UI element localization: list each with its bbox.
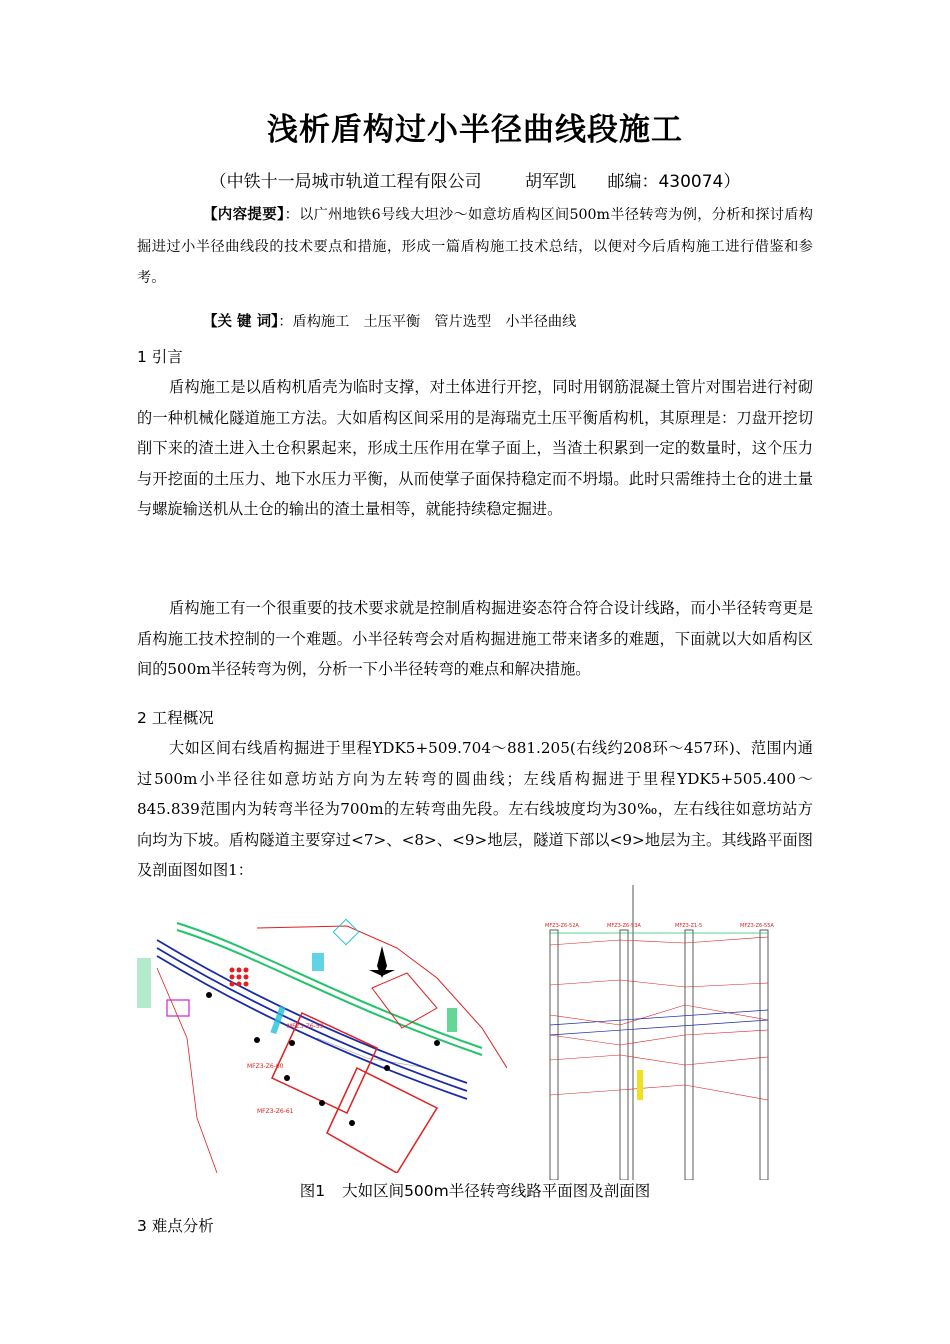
- red-zone-2: [327, 1068, 437, 1173]
- borehole-dots: [206, 992, 440, 1126]
- plan-label-1: MFZ3-Z6-59: [287, 1023, 324, 1030]
- magenta-station-box: [167, 1000, 189, 1016]
- profile-label-2: MFZ3-Z6-53A: [607, 923, 641, 929]
- document-title: 浅析盾构过小半径曲线段施工: [267, 112, 683, 148]
- abstract: [137, 200, 813, 295]
- profile-layer-lines: [550, 937, 768, 1100]
- abstract-label: 【内容提要】: [203, 207, 285, 223]
- cyan-grid: [333, 919, 358, 944]
- red-dot-cluster: [230, 968, 249, 987]
- yellow-marker: [637, 1070, 643, 1100]
- borehole-columns: [550, 930, 768, 1180]
- author-postcode: 邮编：430074）: [607, 172, 741, 192]
- profile-tunnel-lines: [550, 1010, 768, 1035]
- figure-caption-number: 图1: [299, 1182, 326, 1200]
- section-heading-1: 1 引言: [137, 348, 183, 366]
- cyan-structure-1: [312, 953, 324, 971]
- section-heading-3: 3 难点分析: [137, 1217, 214, 1235]
- paragraph-2-1: 大如区间右线盾构掘进于里程YDK5+509.704～881.205(右线约208环～457环)、范围内通过500m小半径往如意坊站方向为左转弯的圆曲线；左线盾构掘进于里程YDK5+505.400～845.839范围内为转弯半径为700m的左转弯曲先段。左右线坡度均为30‰，左右线往如意坊站方向均为下坡。盾构隧道主要穿过<7>、<8>、<9>地层，隧道下部以<9>地层为主。其线路平面图及剖面图如图1：: [137, 739, 813, 879]
- profile-label-3: MFZ3-Z1-5: [675, 923, 703, 929]
- plan-label-3: MFZ3-Z6-61: [257, 1108, 294, 1115]
- green-structure: [447, 1008, 457, 1032]
- keywords: [137, 307, 813, 339]
- abstract-text: ：以广州地铁6号线大坦沙～如意坊盾构区间500m半径转弯为例，分析和探讨盾构掘进过小半径曲线段的技术要点和措施，形成一篇盾构施工技术总结，以便对今后盾构施工进行借鉴和参考。: [137, 207, 813, 286]
- figure-caption-text: 大如区间500m半径转弯线路平面图及剖面图: [342, 1182, 651, 1200]
- north-arrow-icon: [369, 946, 395, 978]
- section-heading-2: 2 工程概况: [137, 709, 214, 727]
- plan-label-2: MFZ3-Z6-60: [247, 1063, 284, 1070]
- plan-view-drawing: [137, 918, 507, 1173]
- paragraph-1-2: 盾构施工有一个很重要的技术要求就是控制盾构掘进姿态符合符合设计线路，而小半径转弯更是盾构施工技术控制的一个难题。小半径转弯会对盾构掘进施工带来诸多的难题，下面就以大如盾构区间的500m半径转弯为例，分析一下小半径转弯的难点和解决措施。: [137, 599, 813, 678]
- profile-label-1: MFZ3-Z6-52A: [545, 923, 579, 929]
- author-name: 胡军凯: [525, 172, 577, 192]
- keywords-text: ：盾构施工 土压平衡 管片选型 小半径曲线: [278, 314, 577, 330]
- profile-labels: [545, 923, 774, 929]
- profile-label-4: MFZ3-Z6-55A: [740, 923, 774, 929]
- profile-drawing: [545, 885, 785, 1180]
- paragraph-1-1: 盾构施工是以盾构机盾壳为临时支撑，对土体进行开挖，同时用钢筋混凝土管片对围岩进行衬砌的一种机械化隧道施工方法。大如盾构区间采用的是海瑞克土压平衡盾构机，其原理是：刀盘开挖切削下来的渣土进入土仓积累起来，形成土压作用在掌子面上，当渣土积累到一定的数量时，这个压力与开挖面的土压力、地下水压力平衡，从而使掌子面保持稳定而不坍塌。此时只需维持土仓的进土量与螺旋输送机从土仓的输出的渣土量相等，就能持续稳定掘进。: [137, 378, 813, 518]
- green-area: [137, 958, 151, 1008]
- boundary-line-left: [157, 968, 217, 1173]
- keywords-label: 【关 键 词】: [203, 314, 279, 330]
- figure-caption: [0, 1179, 950, 1201]
- author-line: [0, 167, 950, 192]
- author-company: （中铁十一局城市轨道工程有限公司: [209, 172, 482, 192]
